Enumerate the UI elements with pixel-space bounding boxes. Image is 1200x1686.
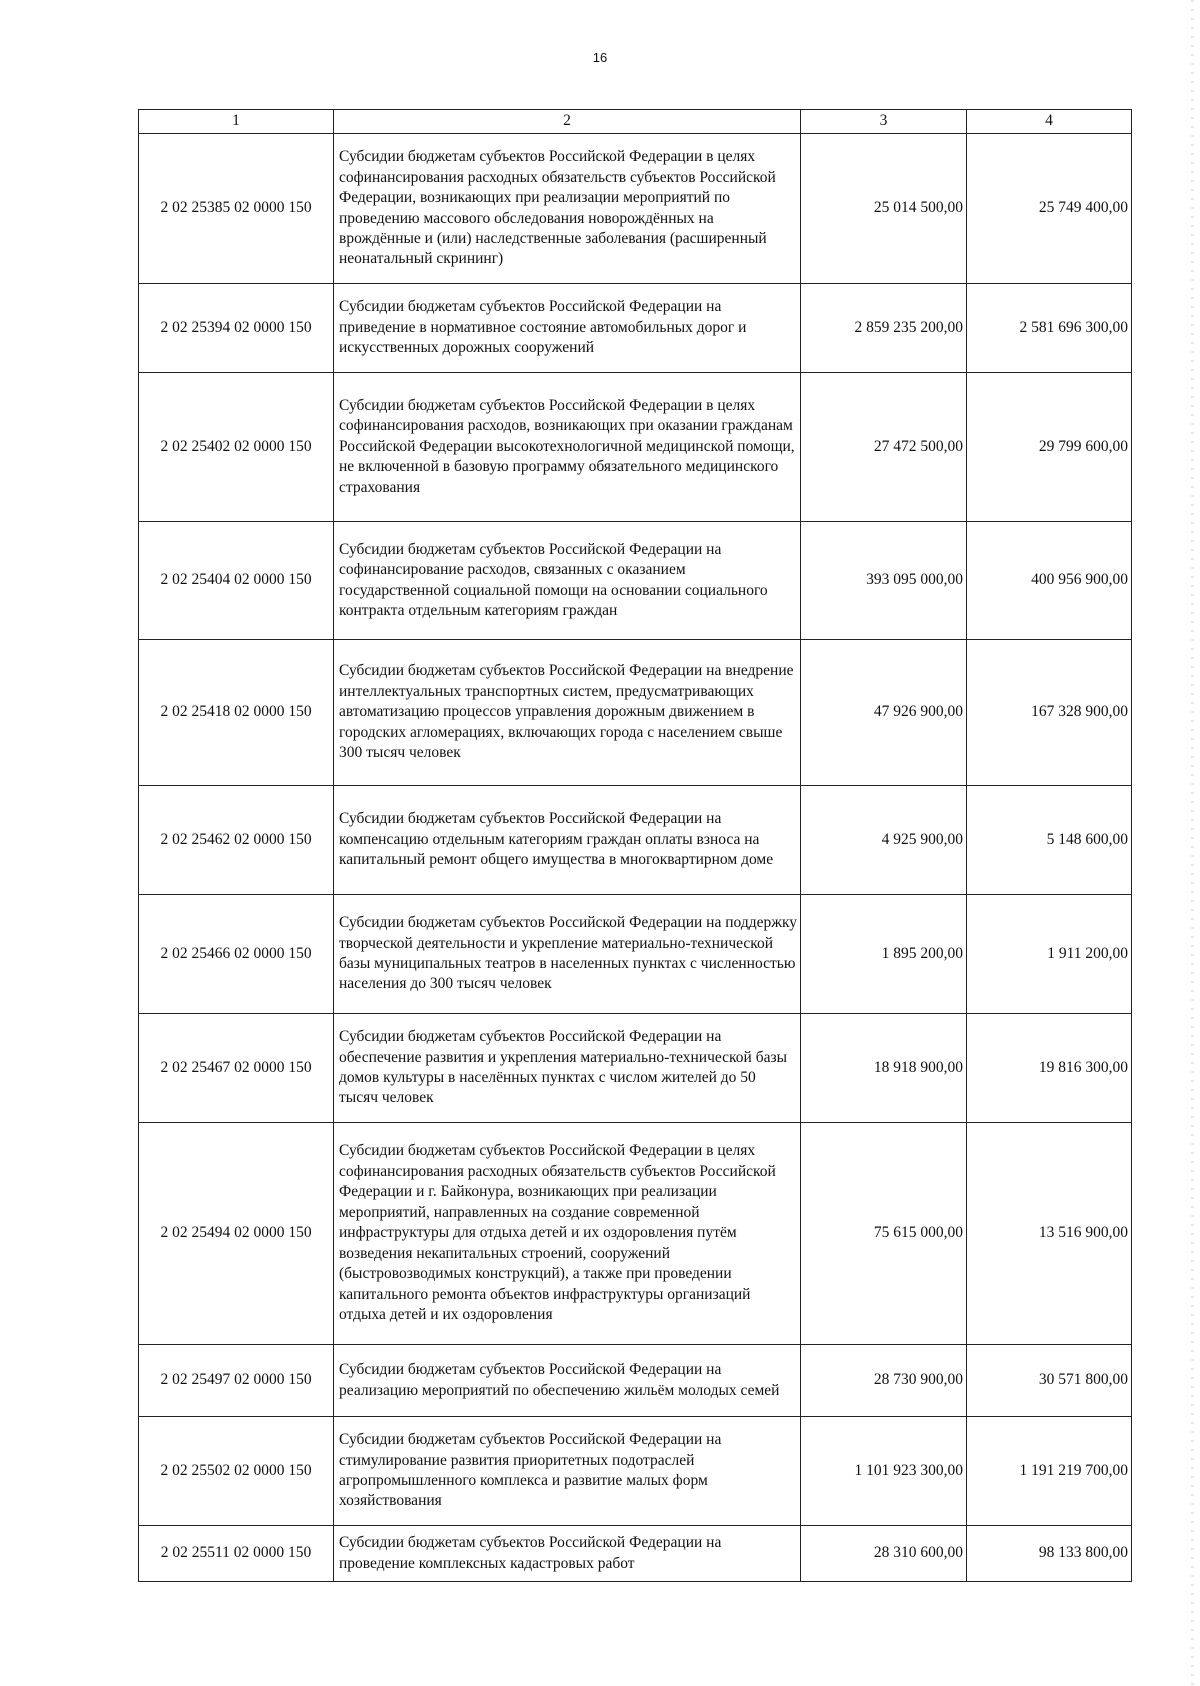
table-row <box>139 786 1132 895</box>
table-row <box>139 895 1132 1014</box>
amount-year-1: 1 101 923 300,00 <box>801 1417 967 1526</box>
table-row <box>139 134 1132 284</box>
description: Субсидии бюджетам субъектов Российской Федерации на компенсацию отдельным категориям граждан оплаты взноса на капитальный ремонт общего имущества в многоквартирном доме <box>334 786 801 895</box>
budget-code: 2 02 25394 02 0000 150 <box>139 284 334 373</box>
scan-edge-artifact <box>1191 0 1194 1686</box>
amount-year-2: 29 799 600,00 <box>967 373 1132 522</box>
amount-year-1: 2 859 235 200,00 <box>801 284 967 373</box>
budget-code: 2 02 25466 02 0000 150 <box>139 895 334 1014</box>
budget-table <box>138 109 1132 1582</box>
amount-year-1: 27 472 500,00 <box>801 373 967 522</box>
table-row <box>139 522 1132 640</box>
description: Субсидии бюджетам субъектов Российской Федерации на софинансирование расходов, связанных с оказанием государственной социальной помощи на основании социального контракта отдельным категориям граждан <box>334 522 801 640</box>
budget-code: 2 02 25462 02 0000 150 <box>139 786 334 895</box>
amount-year-1: 25 014 500,00 <box>801 134 967 284</box>
description: Субсидии бюджетам субъектов Российской Федерации на обеспечение развития и укрепления материально-технической базы домов культуры в населённых пунктах с числом жителей до 50 тысяч человек <box>334 1014 801 1123</box>
amount-year-1: 1 895 200,00 <box>801 895 967 1014</box>
table-row <box>139 1345 1132 1417</box>
table-row <box>139 1417 1132 1526</box>
amount-year-1: 4 925 900,00 <box>801 786 967 895</box>
amount-year-2: 1 191 219 700,00 <box>967 1417 1132 1526</box>
amount-year-1: 393 095 000,00 <box>801 522 967 640</box>
budget-code: 2 02 25402 02 0000 150 <box>139 373 334 522</box>
header-cell-3: 3 <box>801 110 967 134</box>
table-row <box>139 373 1132 522</box>
description: Субсидии бюджетам субъектов Российской Федерации на внедрение интеллектуальных транспортных систем, предусматривающих автоматизацию процессов управления дорожным движением в городских агломерациях, включающих города с населением свыше 300 тысяч человек <box>334 640 801 786</box>
amount-year-2: 98 133 800,00 <box>967 1526 1132 1582</box>
description: Субсидии бюджетам субъектов Российской Федерации в целях софинансирования расходов, возникающих при оказании гражданам Российской Федерации высокотехнологичной медицинской помощи, не включенной в базовую программу обязательного медицинского страхования <box>334 373 801 522</box>
amount-year-2: 400 956 900,00 <box>967 522 1132 640</box>
table-row <box>139 1526 1132 1582</box>
budget-code: 2 02 25418 02 0000 150 <box>139 640 334 786</box>
table-header-row <box>139 110 1132 134</box>
amount-year-1: 28 310 600,00 <box>801 1526 967 1582</box>
budget-code: 2 02 25502 02 0000 150 <box>139 1417 334 1526</box>
description: Субсидии бюджетам субъектов Российской Федерации на стимулирование развития приоритетных подотраслей агропромышленного комплекса и развитие малых форм хозяйствования <box>334 1417 801 1526</box>
description: Субсидии бюджетам субъектов Российской Федерации на реализацию мероприятий по обеспечению жильём молодых семей <box>334 1345 801 1417</box>
table-row <box>139 1123 1132 1345</box>
budget-code: 2 02 25497 02 0000 150 <box>139 1345 334 1417</box>
amount-year-2: 13 516 900,00 <box>967 1123 1132 1345</box>
amount-year-1: 28 730 900,00 <box>801 1345 967 1417</box>
amount-year-1: 18 918 900,00 <box>801 1014 967 1123</box>
amount-year-1: 75 615 000,00 <box>801 1123 967 1345</box>
header-cell-2: 2 <box>334 110 801 134</box>
description: Субсидии бюджетам субъектов Российской Федерации в целях софинансирования расходных обязательств субъектов Российской Федерации, возникающих при реализации мероприятий по проведению массового обследования новорождённых на врождённые и (или) наследственные заболевания (расширенный неонатальный скрининг) <box>334 134 801 284</box>
amount-year-2: 25 749 400,00 <box>967 134 1132 284</box>
budget-code: 2 02 25511 02 0000 150 <box>139 1526 334 1582</box>
description: Субсидии бюджетам субъектов Российской Федерации в целях софинансирования расходных обязательств субъектов Российской Федерации и г. Байконура, возникающих при реализации мероприятий, направленных на создание современной инфраструктуры для отдыха детей и их оздоровления путём возведения некапитальных строений, сооружений (быстровозводимых конструкций), а также при проведении капитального ремонта объектов инфраструктуры организаций отдыха детей и их оздоровления <box>334 1123 801 1345</box>
description: Субсидии бюджетам субъектов Российской Федерации на проведение комплексных кадастровых работ <box>334 1526 801 1582</box>
description: Субсидии бюджетам субъектов Российской Федерации на приведение в нормативное состояние автомобильных дорог и искусственных дорожных сооружений <box>334 284 801 373</box>
description: Субсидии бюджетам субъектов Российской Федерации на поддержку творческой деятельности и укрепление материально-технической базы муниципальных театров в населенных пунктах с численностью населения до 300 тысяч человек <box>334 895 801 1014</box>
page-number: 16 <box>592 50 608 65</box>
header-cell-4: 4 <box>967 110 1132 134</box>
amount-year-2: 30 571 800,00 <box>967 1345 1132 1417</box>
amount-year-2: 1 911 200,00 <box>967 895 1132 1014</box>
header-cell-1: 1 <box>139 110 334 134</box>
amount-year-1: 47 926 900,00 <box>801 640 967 786</box>
budget-code: 2 02 25467 02 0000 150 <box>139 1014 334 1123</box>
budget-code: 2 02 25404 02 0000 150 <box>139 522 334 640</box>
budget-code: 2 02 25385 02 0000 150 <box>139 134 334 284</box>
amount-year-2: 167 328 900,00 <box>967 640 1132 786</box>
amount-year-2: 5 148 600,00 <box>967 786 1132 895</box>
budget-code: 2 02 25494 02 0000 150 <box>139 1123 334 1345</box>
amount-year-2: 2 581 696 300,00 <box>967 284 1132 373</box>
amount-year-2: 19 816 300,00 <box>967 1014 1132 1123</box>
table-row <box>139 1014 1132 1123</box>
table-row <box>139 284 1132 373</box>
table-row <box>139 640 1132 786</box>
